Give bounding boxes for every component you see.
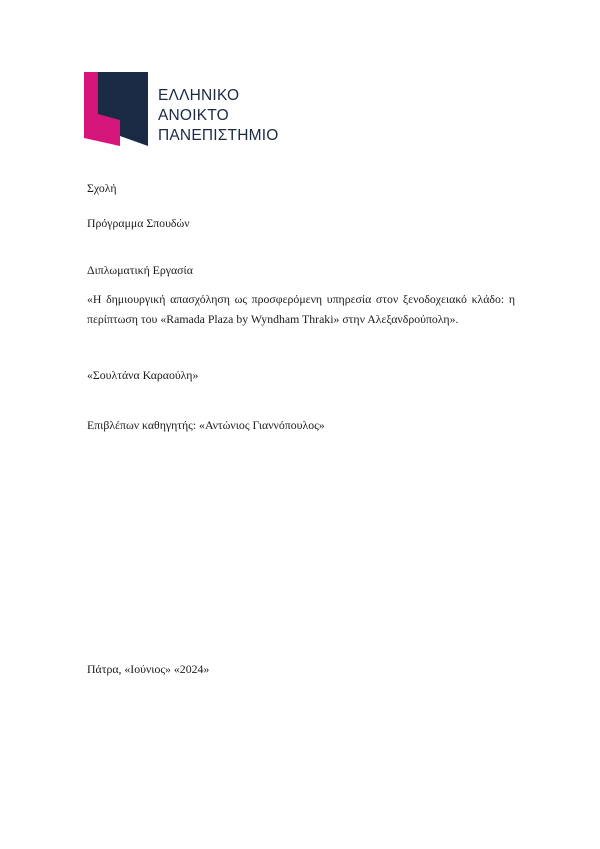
place-date: Πάτρα, «Ιούνιος» «2024»	[87, 662, 210, 676]
supervisor-line: Επιβλέπων καθηγητής: «Αντώνιος Γιαννόπουλος»	[87, 418, 325, 432]
logo-line-2: ΑΝΟΙΚΤΟ	[158, 107, 229, 124]
author-name: «Σουλτάνα Καραούλη»	[87, 368, 199, 382]
logo-wordmark	[158, 86, 278, 146]
thesis-title-line-1: «Η δημιουργική απασχόληση ως προσφερόμενη υπηρεσία στον ξενοδοχειακό κλάδο: η	[87, 292, 515, 306]
program-label: Πρόγραμμα Σπουδών	[87, 216, 190, 230]
school-label: Σχολή	[87, 181, 117, 195]
document-type: Διπλωματική Εργασία	[87, 263, 193, 277]
thesis-title	[87, 289, 515, 329]
logo-line-1: ΕΛΛΗΝΙΚΟ	[158, 87, 240, 104]
logo-emblem-icon	[84, 70, 154, 146]
university-logo	[84, 70, 284, 146]
logo-line-3: ΠΑΝΕΠΙΣΤΗΜΙΟ	[158, 127, 279, 144]
thesis-title-line-2: περίπτωση του «Ramada Plaza by Wyndham Thraki» στην Αλεξανδρούπολη».	[87, 312, 459, 326]
